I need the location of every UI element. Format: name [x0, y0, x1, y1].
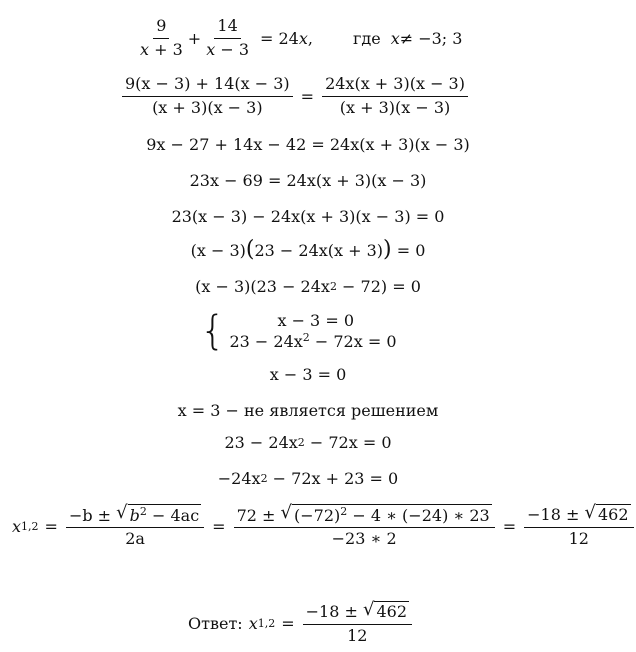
- equation-line-9: x − 3 = 0: [269, 364, 347, 384]
- equation-line-11: 23 − 24x 2 − 72x = 0: [224, 432, 392, 452]
- quadratic-formula-line: x 1,2 = −b ± √ $b^2 - 4ac$ 2a = 72 ± √ $(-72)^2 - 4$ ∗ (−24) ∗ 23 −23 ∗ 2 = −18 ± √ 462 12: [12, 500, 636, 552]
- simplified-fraction: −18 ± √ 462 12: [524, 504, 633, 548]
- answer-sqrt: √ 462: [362, 599, 407, 622]
- sqrt-462: √ 462: [584, 502, 629, 525]
- sqrt-substituted: √ $(-72)^2 - 4$ ∗ (−24) ∗ 23: [280, 501, 490, 525]
- equation-line-12: −24x 2 − 72x + 23 = 0: [217, 468, 399, 488]
- system-row-1: x − 3 = 0: [277, 310, 354, 330]
- where-word: где: [352, 28, 381, 48]
- equation-line-3: 9x − 27 + 14x − 42 = 24x(x + 3)(x − 3): [146, 134, 470, 154]
- equation-line-2: [120, 72, 470, 120]
- right-fraction: $\frac{24x(x + 3)(x - 3)}{(x + 3)(x - 3)}$: [322, 75, 468, 117]
- rhs-variable: x: [298, 28, 308, 48]
- equation-line-7: (x − 3)(23 − 24x 2 − 72) = 0: [195, 276, 421, 296]
- answer-label: Ответ:: [188, 613, 243, 633]
- substituted-fraction: 72 ± √ $(-72)^2 - 4$ ∗ (−24) ∗ 23 −23 ∗ 2: [234, 504, 495, 549]
- equation-line-4: 23x − 69 = 24x(x + 3)(x − 3): [189, 170, 427, 190]
- equation-system: [200, 308, 397, 354]
- system-brace: {: [200, 308, 226, 354]
- rhs: = 24: [260, 28, 299, 48]
- general-formula-fraction: −b ± √ $b^2 - 4ac$ 2a: [66, 504, 204, 549]
- condition-variable: x: [390, 28, 400, 48]
- plus-sign: +: [187, 28, 202, 48]
- sqrt-discriminant: √ $b^2 - 4ac$: [116, 501, 200, 525]
- comma: ,: [307, 28, 313, 48]
- system-row-2: $23 - 24x^2 - 72x = 0$: [229, 330, 397, 351]
- fraction-9-over-x-plus-3: $\frac{9}{x + 3}$: [140, 16, 183, 59]
- answer-fraction: −18 ± √ 462 12: [303, 601, 412, 645]
- fraction-14-over-x-minus-3: $\frac{14}{x - 3}$: [206, 16, 249, 59]
- equals-sign: =: [300, 86, 315, 106]
- equation-line-5: 23(x − 3) − 24x(x + 3)(x − 3) = 0: [171, 206, 445, 226]
- answer-line: Ответ: x 1,2 = −18 ± √ 462 12: [188, 598, 414, 648]
- left-fraction: $\frac{9(x - 3) + 14(x - 3)}{(x + 3)(x - 3)}$: [122, 75, 293, 117]
- equation-line-1: [135, 14, 462, 62]
- equation-line-6: (x − 3) ( 23 − 24x(x + 3) ) = 0: [190, 237, 426, 262]
- equation-line-10: x = 3 − не является решением: [177, 400, 439, 420]
- condition: ≠ −3; 3: [399, 28, 463, 48]
